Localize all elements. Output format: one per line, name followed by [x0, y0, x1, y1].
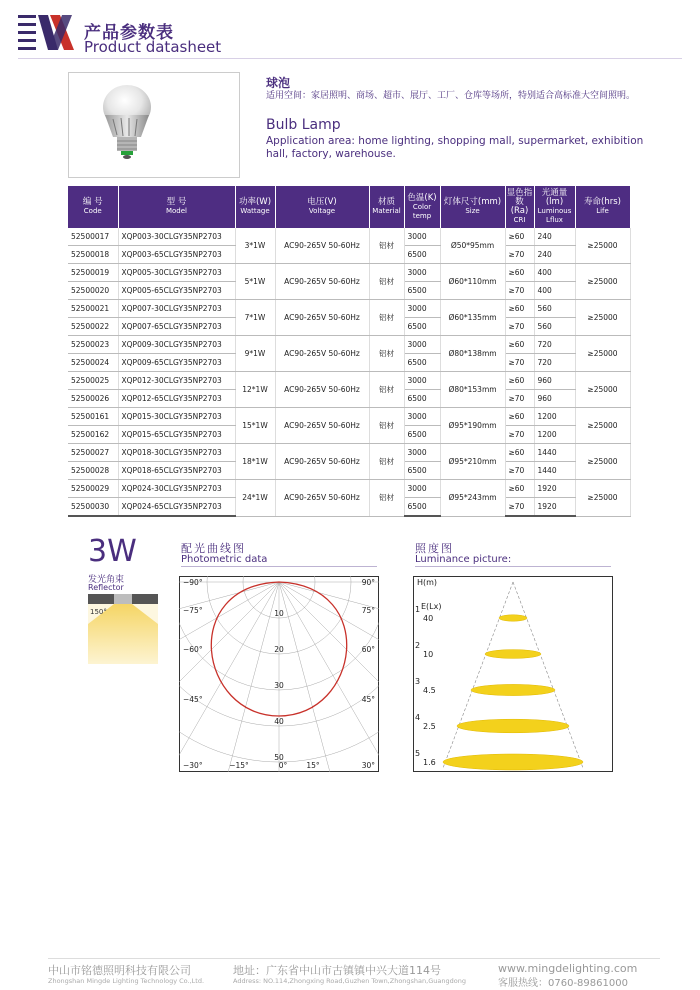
code-cell: 52500020: [68, 282, 118, 300]
color-temp-cell: 6500: [404, 390, 440, 408]
model-cell: XQP005-65CLGY35NP2703: [118, 282, 235, 300]
life-cell: ≥25000: [575, 480, 630, 517]
life-cell: ≥25000: [575, 444, 630, 480]
code-cell: 52500021: [68, 300, 118, 318]
reflector-label-cn: 发光角束: [88, 575, 125, 585]
light-spot: [499, 615, 527, 621]
luminance-title-cn: 照度图: [415, 542, 454, 555]
height-tick-label: 3: [415, 677, 421, 686]
header-title-en: Product datasheet: [84, 38, 222, 56]
material-cell: 铝材: [369, 408, 404, 444]
column-header-cn: 显色指数(Ra): [506, 188, 533, 216]
table-body: [68, 228, 630, 516]
lux-value-label: 2.5: [423, 722, 436, 731]
cri-cell: ≥60: [505, 408, 534, 426]
model-cell: XQP007-65CLGY35NP2703: [118, 318, 235, 336]
column-header-en: Voltage: [308, 207, 336, 215]
material-cell: 铝材: [369, 264, 404, 300]
column-header: [369, 186, 404, 228]
column-header: [505, 186, 534, 228]
column-header-cn: 材质: [377, 197, 395, 207]
model-cell: XQP009-65CLGY35NP2703: [118, 354, 235, 372]
photometric-divider: [181, 566, 377, 567]
column-header-en: Code: [83, 207, 102, 215]
company-name-en: Zhongshan Mingde Lighting Technology Co.,Ltd.: [48, 977, 205, 985]
cri-cell: ≥60: [505, 372, 534, 390]
radial-value-label: 40: [274, 717, 284, 726]
reflector-diagram: [88, 594, 158, 664]
color-temp-cell: 3000: [404, 228, 440, 246]
code-cell: 52500029: [68, 480, 118, 498]
material-cell: 铝材: [369, 336, 404, 372]
wattage-cell: 5*1W: [235, 264, 275, 300]
code-cell: 52500162: [68, 426, 118, 444]
beam-angle-label: 150°: [90, 608, 107, 616]
code-cell: 52500025: [68, 372, 118, 390]
wattage-heading: 3W: [88, 534, 137, 569]
flux-cell: 400: [534, 264, 575, 282]
material-cell: 铝材: [369, 480, 404, 517]
color-temp-cell: 3000: [404, 480, 440, 498]
photometric-title-cn: 配光曲线图: [181, 542, 246, 555]
life-cell: ≥25000: [575, 300, 630, 336]
column-header-cn: 色温(K): [407, 192, 437, 203]
cri-cell: ≥70: [505, 426, 534, 444]
code-cell: 52500019: [68, 264, 118, 282]
cri-cell: ≥70: [505, 246, 534, 264]
radial-value-label: 30: [274, 681, 284, 690]
light-spot: [471, 684, 555, 695]
column-header-cn: 电压(V): [307, 197, 337, 207]
voltage-cell: AC90-265V 50-60Hz: [275, 372, 369, 408]
size-cell: Ø80*153mm: [440, 372, 505, 408]
color-temp-cell: 3000: [404, 264, 440, 282]
photometric-chart: [179, 576, 379, 772]
life-cell: ≥25000: [575, 336, 630, 372]
column-header-cn: 编 号: [82, 197, 103, 207]
column-header-cn: 光通量(lm): [541, 188, 568, 207]
code-cell: 52500030: [68, 498, 118, 517]
color-temp-cell: 3000: [404, 372, 440, 390]
flux-cell: 560: [534, 318, 575, 336]
cri-cell: ≥70: [505, 462, 534, 480]
model-cell: XQP024-65CLGY35NP2703: [118, 498, 235, 517]
cri-cell: ≥60: [505, 480, 534, 498]
lux-axis-label: E(Lx): [421, 602, 442, 611]
column-header-cn: 寿命(hrs): [584, 197, 621, 207]
cri-cell: ≥60: [505, 300, 534, 318]
light-spot: [457, 719, 569, 733]
table-row: [68, 480, 630, 498]
color-temp-cell: 3000: [404, 300, 440, 318]
flux-cell: 720: [534, 354, 575, 372]
table-row: [68, 264, 630, 282]
wattage-cell: 7*1W: [235, 300, 275, 336]
height-tick-label: 1: [415, 605, 421, 614]
wattage-cell: 9*1W: [235, 336, 275, 372]
column-header-cn: 型 号: [166, 197, 187, 207]
model-cell: XQP012-65CLGY35NP2703: [118, 390, 235, 408]
flux-cell: 240: [534, 246, 575, 264]
cri-cell: ≥60: [505, 264, 534, 282]
flux-cell: 400: [534, 282, 575, 300]
code-cell: 52500024: [68, 354, 118, 372]
voltage-cell: AC90-265V 50-60Hz: [275, 336, 369, 372]
header-title-cn: 产品参数表: [84, 23, 174, 43]
column-header-en: Material: [372, 207, 401, 215]
luminance-chart: [413, 576, 613, 772]
life-cell: ≥25000: [575, 264, 630, 300]
flux-cell: 1920: [534, 498, 575, 517]
angle-label: −30°: [183, 761, 203, 770]
luminance-title-en: Luminance picture:: [415, 554, 512, 565]
height-axis-label: H(m): [417, 578, 438, 587]
flux-cell: 240: [534, 228, 575, 246]
life-cell: ≥25000: [575, 228, 630, 264]
angle-label: 0°: [278, 761, 288, 770]
code-cell: 52500161: [68, 408, 118, 426]
code-cell: 52500027: [68, 444, 118, 462]
column-header-en: CRI: [513, 216, 526, 224]
column-header-en: Luminous Lflux: [537, 207, 572, 224]
code-cell: 52500022: [68, 318, 118, 336]
wattage-cell: 12*1W: [235, 372, 275, 408]
model-cell: XQP015-65CLGY35NP2703: [118, 426, 235, 444]
model-cell: XQP018-65CLGY35NP2703: [118, 462, 235, 480]
lux-value-label: 10: [423, 650, 434, 659]
voltage-cell: AC90-265V 50-60Hz: [275, 480, 369, 517]
radial-value-label: 10: [274, 609, 284, 618]
angle-label: 90°: [361, 578, 375, 587]
column-header-en: Life: [596, 207, 609, 215]
spec-table: [68, 186, 631, 517]
color-temp-cell: 6500: [404, 426, 440, 444]
model-cell: XQP012-30CLGY35NP2703: [118, 372, 235, 390]
cri-cell: ≥70: [505, 498, 534, 517]
model-cell: XQP024-30CLGY35NP2703: [118, 480, 235, 498]
table-row: [68, 408, 630, 426]
column-header-en: Model: [165, 207, 188, 215]
angle-label: −45°: [183, 695, 203, 704]
address-en: Address: NO.114,Zhongxing Road,Guzhen Town,Zhongshan,Guangdong: [233, 977, 466, 985]
height-tick-label: 4: [415, 713, 421, 722]
cri-cell: ≥70: [505, 282, 534, 300]
flux-cell: 720: [534, 336, 575, 354]
website-link[interactable]: www.mingdelighting.com: [498, 962, 638, 975]
life-cell: ≥25000: [575, 372, 630, 408]
table-header-row: [68, 186, 630, 228]
material-cell: 铝材: [369, 444, 404, 480]
table-row: [68, 444, 630, 462]
size-cell: Ø95*210mm: [440, 444, 505, 480]
column-header: [440, 186, 505, 228]
column-header: [275, 186, 369, 228]
voltage-cell: AC90-265V 50-60Hz: [275, 264, 369, 300]
cri-cell: ≥70: [505, 390, 534, 408]
size-cell: Ø60*110mm: [440, 264, 505, 300]
cri-cell: ≥70: [505, 318, 534, 336]
cri-cell: ≥70: [505, 354, 534, 372]
height-tick-label: 5: [415, 749, 421, 758]
luminance-divider: [415, 566, 611, 567]
column-header-en: Color temp: [412, 202, 432, 220]
material-cell: 铝材: [369, 300, 404, 336]
flux-cell: 1440: [534, 444, 575, 462]
table-row: [68, 228, 630, 246]
column-header-en: Wattage: [240, 207, 270, 215]
model-cell: XQP003-65CLGY35NP2703: [118, 246, 235, 264]
radial-value-label: 50: [274, 753, 284, 762]
voltage-cell: AC90-265V 50-60Hz: [275, 228, 369, 264]
color-temp-cell: 6500: [404, 354, 440, 372]
model-cell: XQP015-30CLGY35NP2703: [118, 408, 235, 426]
table-row: [68, 372, 630, 390]
code-cell: 52500017: [68, 228, 118, 246]
bulb-photo: [68, 72, 240, 178]
cri-cell: ≥60: [505, 228, 534, 246]
application-cn: 适用空间：家居照明、商场、超市、展厅、工厂、仓库等场所，特别适合高标准大空间照明。: [266, 91, 636, 101]
flux-cell: 560: [534, 300, 575, 318]
reflector-label-en: Reflector: [88, 583, 124, 592]
company-name-cn: 中山市铭德照明科技有限公司: [48, 964, 191, 977]
angle-label: −75°: [183, 606, 203, 615]
flux-cell: 1200: [534, 426, 575, 444]
color-temp-cell: 6500: [404, 282, 440, 300]
flux-cell: 960: [534, 390, 575, 408]
flux-cell: 1440: [534, 462, 575, 480]
column-header: [235, 186, 275, 228]
product-name-cn: 球泡: [266, 76, 291, 90]
column-header: [68, 186, 118, 228]
voltage-cell: AC90-265V 50-60Hz: [275, 408, 369, 444]
address-cn: 地址：广东省中山市古镇镇中兴大道114号: [233, 964, 441, 977]
angle-label: 75°: [361, 606, 375, 615]
column-header: [404, 186, 440, 228]
lux-value-label: 1.6: [423, 758, 436, 767]
model-cell: XQP018-30CLGY35NP2703: [118, 444, 235, 462]
material-cell: 铝材: [369, 372, 404, 408]
footer-divider: [48, 958, 660, 959]
angle-label: 15°: [306, 761, 320, 770]
column-header-cn: 灯体尺寸(mm): [443, 197, 502, 207]
application-en: Application area: home lighting, shopping mall, supermarket, exhibition hall, factory, warehouse.: [266, 135, 644, 160]
material-cell: 铝材: [369, 228, 404, 264]
angle-label: 60°: [361, 645, 375, 654]
size-cell: Ø50*95mm: [440, 228, 505, 264]
lux-value-label: 40: [423, 614, 434, 623]
code-cell: 52500023: [68, 336, 118, 354]
table-row: [68, 336, 630, 354]
table-row: [68, 300, 630, 318]
angle-label: −15°: [229, 761, 249, 770]
cri-cell: ≥60: [505, 336, 534, 354]
model-cell: XQP009-30CLGY35NP2703: [118, 336, 235, 354]
code-cell: 52500028: [68, 462, 118, 480]
height-tick-label: 2: [415, 641, 421, 650]
column-header-en: Size: [465, 207, 480, 215]
radial-value-label: 20: [274, 645, 284, 654]
code-cell: 52500026: [68, 390, 118, 408]
voltage-cell: AC90-265V 50-60Hz: [275, 444, 369, 480]
light-spot: [485, 650, 541, 659]
wattage-cell: 15*1W: [235, 408, 275, 444]
wattage-cell: 24*1W: [235, 480, 275, 517]
flux-cell: 1200: [534, 408, 575, 426]
wattage-cell: 18*1W: [235, 444, 275, 480]
company-logo: [18, 15, 76, 53]
size-cell: Ø80*138mm: [440, 336, 505, 372]
photometric-title-en: Photometric data: [181, 554, 268, 565]
service-hotline: 客服热线：0760-89861000: [498, 978, 628, 989]
color-temp-cell: 6500: [404, 462, 440, 480]
model-cell: XQP005-30CLGY35NP2703: [118, 264, 235, 282]
wattage-cell: 3*1W: [235, 228, 275, 264]
code-cell: 52500018: [68, 246, 118, 264]
cri-cell: ≥60: [505, 444, 534, 462]
life-cell: ≥25000: [575, 408, 630, 444]
size-cell: Ø60*135mm: [440, 300, 505, 336]
color-temp-cell: 6500: [404, 246, 440, 264]
size-cell: Ø95*190mm: [440, 408, 505, 444]
header-divider: [18, 58, 682, 59]
column-header: [575, 186, 630, 228]
model-cell: XQP003-30CLGY35NP2703: [118, 228, 235, 246]
color-temp-cell: 3000: [404, 444, 440, 462]
column-header: [118, 186, 235, 228]
model-cell: XQP007-30CLGY35NP2703: [118, 300, 235, 318]
column-header-cn: 功率(W): [238, 197, 272, 207]
color-temp-cell: 6500: [404, 498, 440, 517]
angle-label: −60°: [183, 645, 203, 654]
lux-value-label: 4.5: [423, 686, 436, 695]
light-spot: [443, 754, 583, 770]
flux-cell: 960: [534, 372, 575, 390]
angle-label: −90°: [183, 578, 203, 587]
angle-label: 45°: [361, 695, 375, 704]
color-temp-cell: 6500: [404, 318, 440, 336]
color-temp-cell: 3000: [404, 336, 440, 354]
color-temp-cell: 3000: [404, 408, 440, 426]
voltage-cell: AC90-265V 50-60Hz: [275, 300, 369, 336]
size-cell: Ø95*243mm: [440, 480, 505, 517]
flux-cell: 1920: [534, 480, 575, 498]
product-name-en: Bulb Lamp: [266, 117, 341, 133]
column-header: [534, 186, 575, 228]
angle-label: 30°: [361, 761, 375, 770]
